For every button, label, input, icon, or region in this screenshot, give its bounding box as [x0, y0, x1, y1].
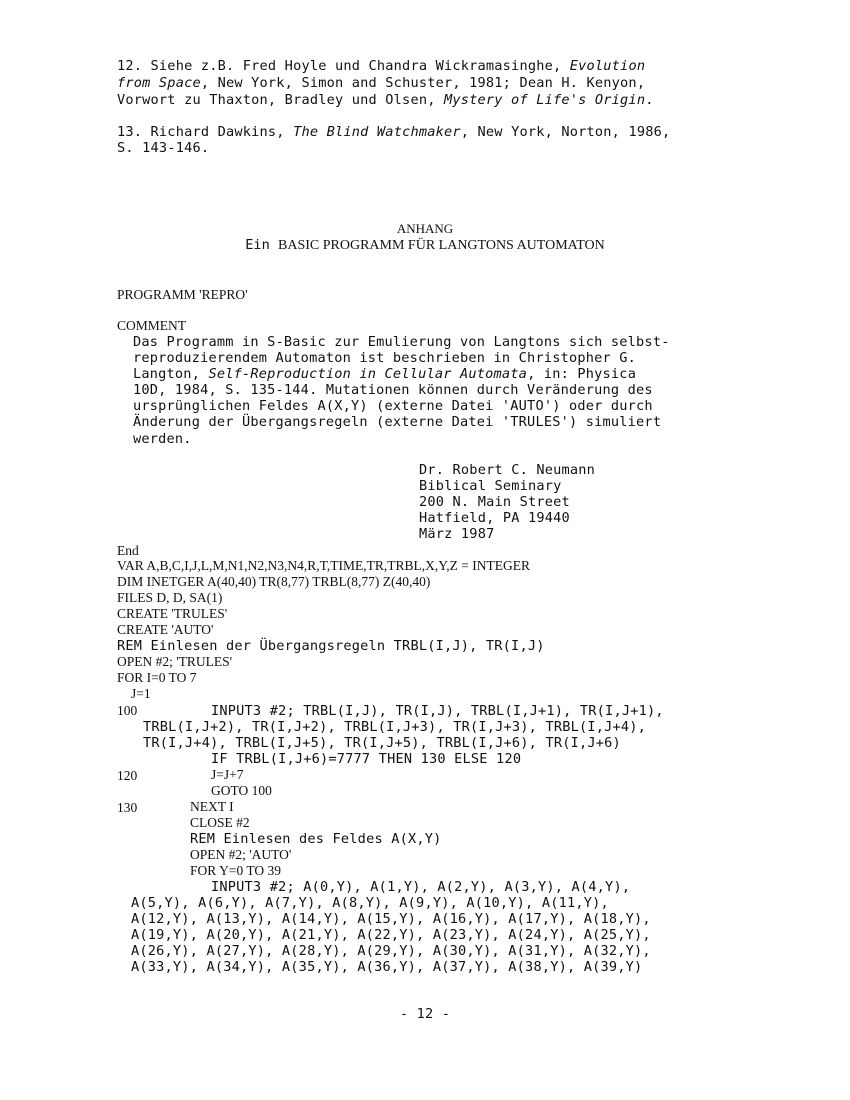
code-line-07: REM Einlesen der Übergangsregeln TRBL(I,J), TR(I,J) [117, 638, 545, 654]
code-line-27: A(33,Y), A(34,Y), A(35,Y), A(36,Y), A(37,Y), A(38,Y), A(39,Y) [131, 959, 643, 975]
footnote-13-line-2: S. 143-146. [117, 140, 210, 156]
code-line-05: CREATE 'TRULES' [117, 606, 228, 621]
code-line-11: INPUT3 #2; TRBL(I,J), TR(I,J), TRBL(I,J+1), TR(I,J+1), [211, 703, 664, 719]
code-line-18: CLOSE #2 [190, 815, 250, 830]
line-number-130: 130 [117, 800, 138, 815]
code-line-24: A(12,Y), A(13,Y), A(14,Y), A(15,Y), A(16,Y), A(17,Y), A(18,Y), [131, 911, 651, 927]
appendix-heading: ANHANG [396, 221, 454, 236]
code-line-26: A(26,Y), A(27,Y), A(28,Y), A(29,Y), A(30,Y), A(31,Y), A(32,Y), [131, 943, 651, 959]
footnote-12-line-2: from Space, New York, Simon and Schuster, 1981; Dean H. Kenyon, [117, 75, 646, 91]
author-date: März 1987 [419, 526, 495, 542]
footnote-13-line-1: 13. Richard Dawkins, The Blind Watchmaker, New York, Norton, 1986, [117, 124, 671, 140]
comment-line-1: Das Programm in S-Basic zur Emulierung von Langtons sich selbst- [133, 334, 670, 350]
code-line-06: CREATE 'AUTO' [117, 622, 214, 637]
code-line-21: FOR Y=0 TO 39 [190, 863, 282, 878]
comment-line-3: Langton, Self-Reproduction in Cellular Automata, in: Physica [133, 366, 637, 382]
code-line-08: OPEN #2; 'TRULES' [117, 654, 233, 669]
code-line-23: A(5,Y), A(6,Y), A(7,Y), A(8,Y), A(9,Y), A(10,Y), A(11,Y), [131, 895, 609, 911]
comment-line-4: 10D, 1984, S. 135-144. Mutationen können durch Veränderung des [133, 382, 653, 398]
code-line-04: FILES D, D, SA(1) [117, 590, 223, 605]
code-line-13: TR(I,J+4), TRBL(I,J+5), TR(I,J+5), TRBL(I,J+6), TR(I,J+6) [143, 735, 621, 751]
code-line-19: REM Einlesen des Feldes A(X,Y) [190, 831, 442, 847]
code-line-10: J=1 [131, 686, 151, 701]
author-institution: Biblical Seminary [419, 478, 562, 494]
footnote-12-line-3: Vorwort zu Thaxton, Bradley und Olsen, Mystery of Life's Origin. [117, 92, 654, 108]
code-line-25: A(19,Y), A(20,Y), A(21,Y), A(22,Y), A(23,Y), A(24,Y), A(25,Y), [131, 927, 651, 943]
line-number-120: 120 [117, 768, 138, 783]
comment-line-7: werden. [133, 431, 192, 447]
author-name: Dr. Robert C. Neumann [419, 462, 596, 478]
appendix-subheading: Ein BASIC PROGRAMM FÜR LANGTONS AUTOMATON [245, 237, 605, 253]
code-line-15: J=J+7 [211, 767, 244, 782]
code-line-09: FOR I=0 TO 7 [117, 670, 197, 685]
appendix-subheading-rest: BASIC PROGRAMM FÜR LANGTONS AUTOMATON [278, 238, 605, 253]
footnote-12-line-1: 12. Siehe z.B. Fred Hoyle und Chandra Wickramasinghe, Evolution [117, 58, 646, 74]
code-line-16: GOTO 100 [211, 783, 272, 798]
code-line-01: End [117, 543, 139, 558]
comment-line-6: Änderung der Übergangsregeln (externe Datei 'TRULES') simuliert [133, 414, 662, 430]
code-line-20: OPEN #2; 'AUTO' [190, 847, 292, 862]
code-line-03: DIM INETGER A(40,40) TR(8,77) TRBL(8,77) Z(40,40) [117, 574, 431, 589]
author-city: Hatfield, PA 19440 [419, 510, 570, 526]
code-line-02: VAR A,B,C,I,J,L,M,N1,N2,N3,N4,R,T,TIME,TR,TRBL,X,Y,Z = INTEGER [117, 558, 530, 573]
line-number-100: 100 [117, 703, 138, 718]
code-line-14: IF TRBL(I,J+6)=7777 THEN 130 ELSE 120 [211, 751, 522, 767]
page-number: - 12 - [399, 1006, 451, 1022]
code-line-12: TRBL(I,J+2), TR(I,J+2), TRBL(I,J+3), TR(I,J+3), TRBL(I,J+4), [143, 719, 647, 735]
program-name: PROGRAMM 'REPRO' [117, 287, 248, 302]
comment-line-2: reproduzierendem Automaton ist beschrieben in Christopher G. [133, 350, 637, 366]
code-line-17: NEXT I [190, 799, 234, 814]
author-street: 200 N. Main Street [419, 494, 570, 510]
comment-line-5: ursprünglichen Feldes A(X,Y) (externe Datei 'AUTO') oder durch [133, 398, 653, 414]
comment-label: COMMENT [117, 318, 187, 333]
code-line-22: INPUT3 #2; A(0,Y), A(1,Y), A(2,Y), A(3,Y), A(4,Y), [211, 879, 631, 895]
